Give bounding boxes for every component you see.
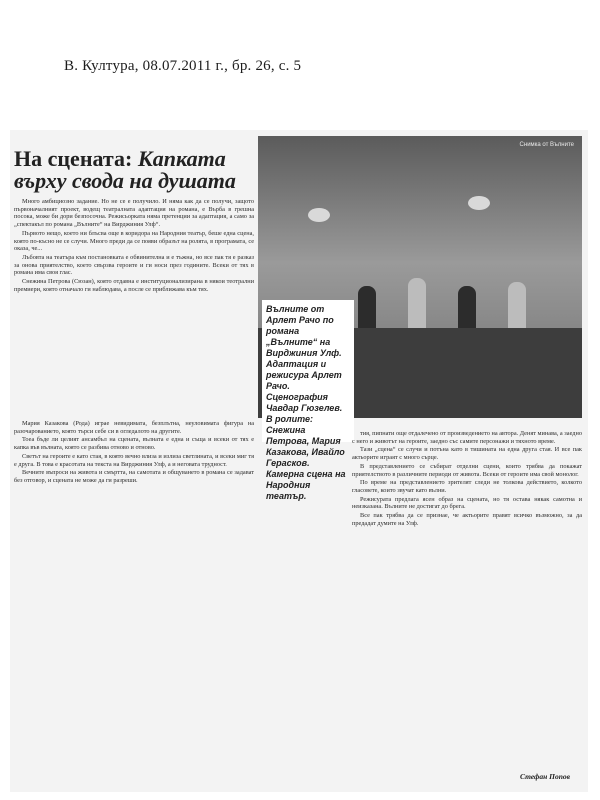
body-column-right (352, 430, 582, 765)
author-signature: Стефан Попов (520, 772, 570, 781)
paragraph: Все пак трябва да се признае, че актьорите правят всичко възможно, за да предадат думите на Улф. (352, 512, 582, 527)
paragraph: Режисурата предлага ясен образ на сцената, но тя остава някак самотна и неизказана. Вълните не достигат до брега. (352, 495, 582, 511)
paragraph: Снежина Петрова (Сюзан), която отдавна е институционализирана в някои теотрални премиери, която отначало ги наблюдава, а после се приближава към тях. (14, 278, 254, 293)
paragraph: Тоеа бъде ли целият ансамбъл на сцената, вълната е една и съща и всеки от тях е капка във вълната, която се разбива отново и отново. (14, 436, 254, 452)
title-italic: Капката (137, 146, 226, 171)
paragraph: Светът на героите е като стая, в която вечно влиза и излиза светлината, и всеки миг тя е друга. В това е красотата на текста на Вирджиния Улф, а и неговата трудност. (14, 452, 254, 468)
paragraph: Вечните въпроси на живота и смъртта, на самотата и общуването в романа се задават без отговор, и сцената не може да ги разреши. (14, 469, 254, 484)
photo-caption: Вълните от Арлет Рачо по романа „Вълните“ на Вирджиния Улф. Адаптация и режисура Арлет Рачо. Сценография Чавдар Гюзелев. В ролите: Снежина Петрова, Мария Казакова, Ивайло Герасков. Камерна сцена на Народния театър. (262, 300, 354, 442)
photo-credit: Снимка от Вълните (519, 142, 574, 148)
paragraph: В представлението се събират отделни сцени, които трябва да покажат приятелството в различните периоди от живота. Всеки от героите има свой монолог. (352, 462, 582, 478)
lamp-shape (468, 196, 490, 210)
body-column-lower-left (14, 420, 254, 770)
paragraph: По време на представлението зрителят следи не толкова действието, колкото гласовете, които звучат като вълни. (352, 479, 582, 494)
lamp-shape (308, 208, 330, 222)
paragraph: Много амбициозно задание. Но не се е получило. И няма как да се получи, защото първоначалният проект, водещ театралната адаптация на романа, е Върба в грешна посока, може би дори безпосочна. Режисьорката няма претенции за адаптация, а само за „спектакъл по романа „Вълните“ на Вирджиния Улф“. (14, 198, 254, 229)
title-plain: На сцената: (14, 146, 138, 171)
paragraph: Тази „сцена“ се случи и потъна като в тишината на една друга стая. И все пак актьорите играят с много сърце. (352, 446, 582, 462)
article-title (14, 148, 254, 192)
paragraph: Лъбовта на театъра към постановката е обвинителна и е тъжна, но все пак тя е разказ за онова приятелство, което свързва героите и ги носи през годините. Всеки от тях в романа има своя глас. (14, 253, 254, 277)
paragraph: Първото нещо, което ни блъсва още в коридора на Народния театър, беше една сцена, която по-късно не се случи. Много преди да се появи образът на ролята, в програмата, се оказа, че... (14, 229, 254, 253)
title-line2: върху свода на душата (14, 168, 236, 193)
paragraph: Мария Казакова (Рода) играе невидимата, безплътна, неуловимата фигура на разочарованието, която търси себе си в огледалото на другите. (14, 420, 254, 435)
paragraph: тия, пипнати още отдалечено от произведението на автора. Денят минава, а заедно с него и животът на героите, заедно със самите персонажи и тяхното време. (352, 430, 582, 445)
publication-citation: В. Култура, 08.07.2011 г., бр. 26, с. 5 (64, 58, 302, 74)
